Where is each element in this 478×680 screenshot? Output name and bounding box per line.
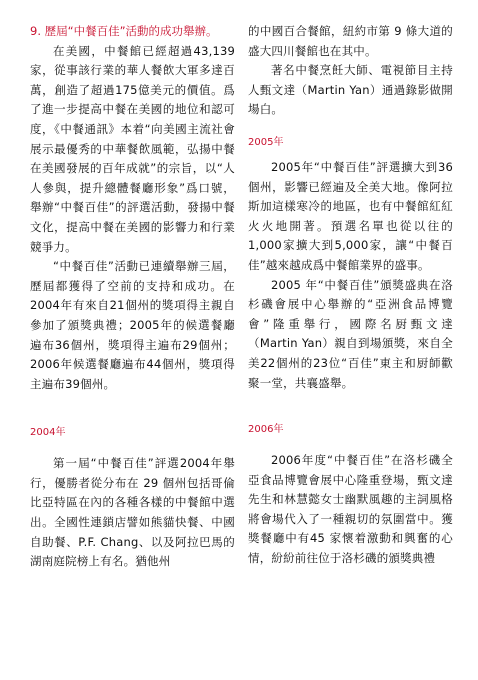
left-column xyxy=(30,22,235,572)
paragraph-2004-continued: 的中國百合餐館，紐約市第 9 條大道的盛大四川餐館也在其中。 xyxy=(248,24,453,58)
paragraph-2004: 第一屆“中餐百佳”評選2004年舉行，優勝者從分布在 29 個州包括哥倫比亞特區在內的各種各樣的中餐館中選出。全國性連鎖店譬如熊貓快餐、中國自助餐、P.F. Chang、以及阿拉巴馬的湖南庭院榜上有名。猶他州 xyxy=(30,456,235,569)
paragraph-intro: 在美國，中餐館已經超過43,139家，從事該行業的華人餐飲大軍多達百萬，創造了超過175億美元的價值。爲了進一步提高中餐在美國的地位和認可度，《中餐通訊》本着“向美國主流社會展示最優秀的中華餐飲風範，弘揚中餐在美國發展的百年成就”的宗旨，以“人人參與，提升總體餐廳形象”爲口號，舉辦“中餐百佳”的評選活動，發揚中餐文化，提高中餐在美國的影響力和行業競爭力。 xyxy=(30,43,235,254)
paragraph-history: “中餐百佳”活動已連續舉辦三屆，歷屆都獲得了空前的支持和成功。在2004年有來自21個州的獎項得主親自參加了頒獎典禮；2005年的候選餐廳遍布36個州，獎項得主遍布29個州；2006年候選餐廳遍布44個州，獎項得主遍布39個州。 xyxy=(30,259,235,391)
paragraph-2006: 2006年度“中餐百佳”在洛杉磯全亞食品博覽會展中心隆重登場，甄文達先生和林慧懿女士幽默風趣的主詞風格將會場代入了一種親切的氛圍當中。獲獎餐廳中有45 家懷着激動和興奮的心情，紛紛前往位于洛杉磯的頒獎典禮 xyxy=(248,453,453,566)
section-heading xyxy=(30,22,235,42)
paragraph-2005-ceremony: 2005 年“中餐百佳”頒獎盛典在洛杉磯會展中心舉辦的“亞洲食品博覽會”隆重舉行，國際名厨甄文達（Martin Yan）親自到場頒獎，來自全美22個州的23位“百佳”東主和厨師歡聚一堂，共襄盛舉。 xyxy=(248,277,453,390)
right-column xyxy=(248,22,453,569)
year-label-2006: 2006年 xyxy=(248,424,284,436)
section-number: 9. xyxy=(30,24,41,38)
paragraph-martin-yan: 著名中餐烹飪大師、電視節目主持人甄文達（Martin Yan）通過錄影做開場白。 xyxy=(248,63,453,117)
paragraph-2005-expansion: 2005年“中餐百佳”評選擴大到36個州，影響已經遍及全美大地。像阿拉斯加這樣寒冷的地區，也有中餐館紅紅火火地開著。預選名單也從以往的1,000家擴大到5,000家，讓“中餐百佳”越來越成爲中餐館業界的盛事。 xyxy=(248,159,453,272)
year-label-2005: 2005年 xyxy=(248,136,284,148)
section-title: 歷屆“中餐百佳”活動的成功舉辦。 xyxy=(44,24,218,38)
year-label-2004: 2004年 xyxy=(30,427,66,439)
